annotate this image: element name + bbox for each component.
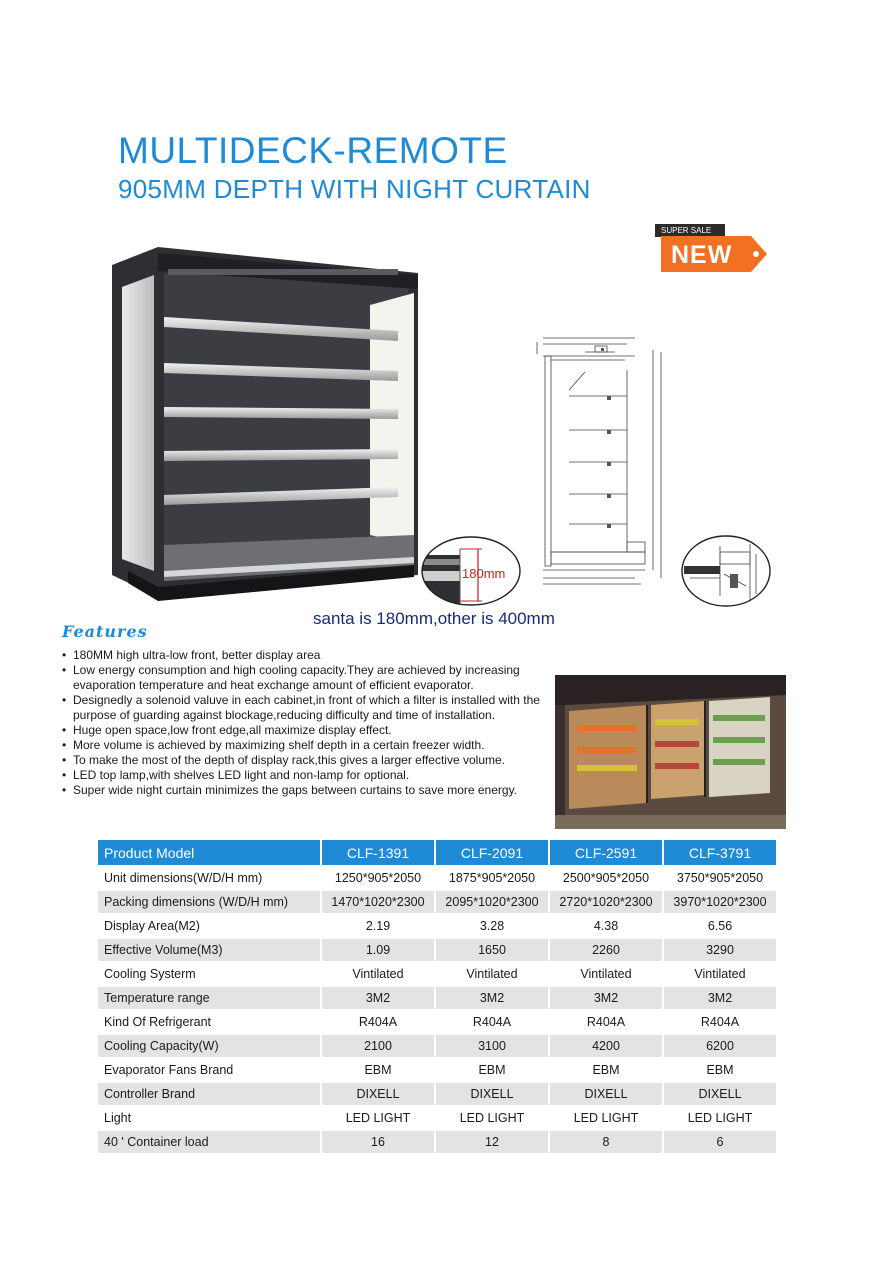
features-heading: Features xyxy=(62,622,148,641)
table-row xyxy=(98,963,776,987)
front-height-label: 180mm xyxy=(462,566,506,581)
value-cell: 2720*1020*2300 xyxy=(550,891,662,915)
value-cell: 3100 xyxy=(436,1035,548,1059)
value-cell: 1250*905*2050 xyxy=(322,867,434,891)
row-label-cell: Cooling Capacity(W) xyxy=(98,1035,320,1059)
value-cell: Vintilated xyxy=(322,963,434,987)
row-label-cell: Light xyxy=(98,1107,320,1131)
value-cell: LED LIGHT xyxy=(436,1107,548,1131)
value-cell: 16 xyxy=(322,1131,434,1155)
table-row xyxy=(98,867,776,891)
value-cell: 2260 xyxy=(550,939,662,963)
value-cell: 6200 xyxy=(664,1035,776,1059)
value-cell: EBM xyxy=(436,1059,548,1083)
row-label-cell: Display Area(M2) xyxy=(98,915,320,939)
value-cell: 3970*1020*2300 xyxy=(664,891,776,915)
value-cell: 1.09 xyxy=(322,939,434,963)
row-label-cell: Temperature range xyxy=(98,987,320,1011)
feature-item: • Huge open space,low front edge,all maximize display effect. xyxy=(62,723,547,738)
row-label-cell: Unit dimensions(W/D/H mm) xyxy=(98,867,320,891)
column-header: CLF-2591 xyxy=(550,840,662,867)
value-cell: DIXELL xyxy=(322,1083,434,1107)
table-row xyxy=(98,1083,776,1107)
value-cell: 6 xyxy=(664,1131,776,1155)
value-cell: 3750*905*2050 xyxy=(664,867,776,891)
table-row xyxy=(98,1131,776,1155)
value-cell: Vintilated xyxy=(664,963,776,987)
new-tag xyxy=(661,236,769,272)
table-row xyxy=(98,987,776,1011)
value-cell: 3.28 xyxy=(436,915,548,939)
product-image xyxy=(108,245,420,605)
detail-drawing xyxy=(680,534,772,608)
value-cell: 6.56 xyxy=(664,915,776,939)
value-cell: EBM xyxy=(664,1059,776,1083)
value-cell: 1875*905*2050 xyxy=(436,867,548,891)
page-title: MULTIDECK-REMOTE xyxy=(118,130,508,171)
table-row xyxy=(98,1011,776,1035)
value-cell: LED LIGHT xyxy=(322,1107,434,1131)
feature-item: • More volume is achieved by maximizing shelf depth in a certain freezer width. xyxy=(62,738,547,753)
table-row xyxy=(98,1107,776,1131)
table-row xyxy=(98,1035,776,1059)
column-header: CLF-1391 xyxy=(322,840,434,867)
value-cell: 2.19 xyxy=(322,915,434,939)
value-cell: R404A xyxy=(436,1011,548,1035)
column-header: CLF-3791 xyxy=(664,840,776,867)
value-cell: R404A xyxy=(322,1011,434,1035)
value-cell: Vintilated xyxy=(436,963,548,987)
value-cell: 2500*905*2050 xyxy=(550,867,662,891)
table-row xyxy=(98,939,776,963)
feature-item: • Super wide night curtain minimizes the gaps between curtains to save more energy. xyxy=(62,783,547,798)
value-cell: 3M2 xyxy=(550,987,662,1011)
row-label-cell: Kind Of Refrigerant xyxy=(98,1011,320,1035)
table-row xyxy=(98,1059,776,1083)
table-row xyxy=(98,891,776,915)
value-cell: DIXELL xyxy=(436,1083,548,1107)
feature-item: • 180MM high ultra-low front, better display area xyxy=(62,648,547,663)
value-cell: 3M2 xyxy=(322,987,434,1011)
spec-table xyxy=(96,840,778,1155)
value-cell: 3M2 xyxy=(436,987,548,1011)
row-label-cell: 40 ' Container load xyxy=(98,1131,320,1155)
row-label-cell: Evaporator Fans Brand xyxy=(98,1059,320,1083)
row-label-cell: Effective Volume(M3) xyxy=(98,939,320,963)
value-cell: DIXELL xyxy=(550,1083,662,1107)
row-label-cell: Controller Brand xyxy=(98,1083,320,1107)
column-header: CLF-2091 xyxy=(436,840,548,867)
table-header-row xyxy=(98,840,776,867)
value-cell: EBM xyxy=(550,1059,662,1083)
value-cell: 3290 xyxy=(664,939,776,963)
value-cell: 3M2 xyxy=(664,987,776,1011)
row-label-cell: Cooling Systerm xyxy=(98,963,320,987)
value-cell: 12 xyxy=(436,1131,548,1155)
new-label: NEW xyxy=(671,241,733,269)
image-caption: santa is 180mm,other is 400mm xyxy=(313,609,555,628)
value-cell: 8 xyxy=(550,1131,662,1155)
feature-item: • Designedly a solenoid valuve in each cabinet,in front of which a filter is installed with the purpose of guarding against blockage,reducing difficulty and time of installation. xyxy=(62,693,547,723)
value-cell: DIXELL xyxy=(664,1083,776,1107)
value-cell: R404A xyxy=(664,1011,776,1035)
value-cell: EBM xyxy=(322,1059,434,1083)
value-cell: 2095*1020*2300 xyxy=(436,891,548,915)
row-label-cell: Packing dimensions (W/D/H mm) xyxy=(98,891,320,915)
value-cell: 4200 xyxy=(550,1035,662,1059)
feature-item: • Low energy consumption and high cooling capacity.They are achieved by increasing evaporation temperature and heat exchange amount of efficient evaporator. xyxy=(62,663,547,693)
column-header: Product Model xyxy=(98,840,320,867)
value-cell: 4.38 xyxy=(550,915,662,939)
super-sale-label: SUPER SALE xyxy=(655,224,725,237)
value-cell: 1470*1020*2300 xyxy=(322,891,434,915)
table-row xyxy=(98,915,776,939)
value-cell: LED LIGHT xyxy=(550,1107,662,1131)
value-cell: 1650 xyxy=(436,939,548,963)
feature-item: • To make the most of the depth of display rack,this gives a larger effective volume. xyxy=(62,753,547,768)
value-cell: LED LIGHT xyxy=(664,1107,776,1131)
new-badge xyxy=(655,224,770,274)
value-cell: Vintilated xyxy=(550,963,662,987)
value-cell: R404A xyxy=(550,1011,662,1035)
store-photo xyxy=(555,675,786,829)
features-list xyxy=(62,648,547,798)
feature-item: • LED top lamp,with shelves LED light and non-lamp for optional. xyxy=(62,768,547,783)
value-cell: 2100 xyxy=(322,1035,434,1059)
page-subtitle: 905MM DEPTH WITH NIGHT CURTAIN xyxy=(118,174,591,204)
technical-drawing xyxy=(535,330,670,590)
